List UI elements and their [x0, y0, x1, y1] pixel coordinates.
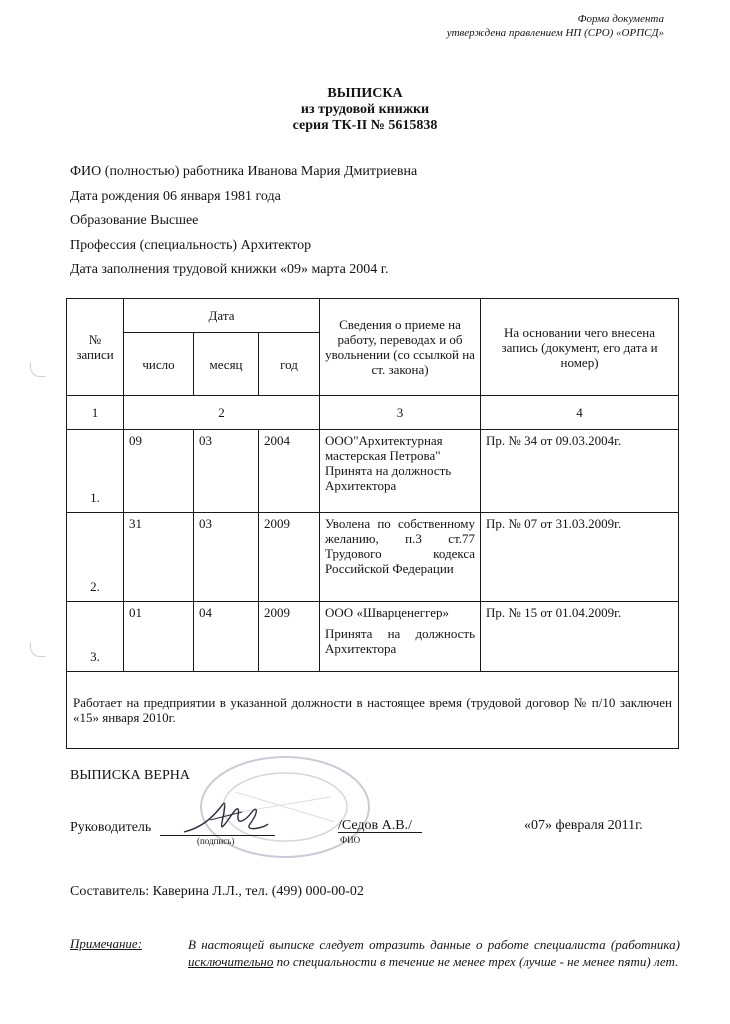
col-index-2: 2: [124, 396, 320, 430]
fio-caption: ФИО: [340, 835, 361, 845]
record-year: 2009: [259, 602, 320, 672]
title-line2: из трудовой книжки: [300, 102, 430, 117]
employment-records-table: [66, 298, 679, 749]
record-basis: Пр. № 34 от 09.03.2004г.: [481, 430, 679, 513]
record-month: 04: [194, 602, 259, 672]
fill-date-line: [70, 261, 388, 279]
record-basis: Пр. № 07 от 31.03.2009г.: [481, 513, 679, 602]
name-line: [338, 832, 422, 833]
note-text-emphasis: исключительно: [188, 954, 274, 969]
fill-date-value: «09» марта 2004 г.: [280, 262, 389, 277]
record-info: [320, 602, 481, 672]
document-title: [0, 86, 730, 134]
record-num: 3.: [67, 602, 124, 672]
note-text-part2: по специальности в течение не менее трех (лучше - не менее пяти) лет.: [273, 954, 679, 969]
fill-date-label: Дата заполнения трудовой книжки: [70, 262, 277, 277]
verified-stamp-text: ВЫПИСКА ВЕРНА: [70, 768, 190, 783]
current-employment-note: Работает на предприятии в указанной должности в настоящее время (трудовой договор № п/10 заключен «15» января 2010г.: [67, 672, 679, 749]
record-info-company: ООО «Шварценеггер»: [325, 605, 450, 620]
education-label: Образование: [70, 213, 147, 228]
fio-value: Иванова Мария Дмитриевна: [247, 164, 418, 179]
compiler-line: Составитель: Каверина Л.Л., тел. (499) 000-00-02: [70, 884, 364, 899]
form-note-line2: утверждена правлением НП (СРО) «ОРПСД»: [446, 27, 664, 39]
education-line: [70, 212, 198, 230]
col-header-year: год: [259, 333, 320, 396]
col-header-basis: На основании чего внесена запись (документ, его дата и номер): [481, 299, 679, 396]
table-row: [67, 602, 679, 672]
profession-label: Профессия (специальность): [70, 238, 238, 253]
fio-line: [70, 163, 417, 181]
profession-value: Архитектор: [240, 238, 312, 253]
col-header-num: № записи: [67, 299, 124, 396]
table-row: [67, 513, 679, 602]
record-num: 1.: [67, 430, 124, 513]
signer-name: /Седов А.В./: [338, 818, 412, 833]
head-label: Руководитель: [70, 820, 152, 835]
col-index-4: 4: [481, 396, 679, 430]
title-line1: ВЫПИСКА: [327, 86, 403, 101]
record-day: 01: [124, 602, 194, 672]
sign-caption: (подпись): [197, 836, 235, 846]
birth-line: [70, 188, 281, 206]
fio-label: ФИО (полностью) работника: [70, 164, 244, 179]
col-header-month: месяц: [194, 333, 259, 396]
form-approval-note: [447, 12, 664, 40]
note-text: [188, 936, 680, 970]
form-note-line1: Форма документа: [577, 13, 664, 25]
profession-line: [70, 237, 311, 255]
record-day: 31: [124, 513, 194, 602]
record-year: 2009: [259, 513, 320, 602]
record-month: 03: [194, 430, 259, 513]
note-label: Примечание:: [70, 936, 143, 951]
col-index-1: 1: [67, 396, 124, 430]
birth-value: 06 января 1981 года: [163, 189, 281, 204]
record-year: 2004: [259, 430, 320, 513]
record-info: ООО"Архитектурная мастерская Петрова" Принята на должность Архитектора: [320, 430, 481, 513]
birth-label: Дата рождения: [70, 189, 160, 204]
punch-mark: [30, 642, 45, 657]
signature-date: «07» февраля 2011г.: [524, 818, 643, 833]
col-header-date: Дата: [124, 299, 320, 333]
record-num: 2.: [67, 513, 124, 602]
record-info: Уволена по собственному желанию, п.3 ст.77 Трудового кодекса Российской Федерации: [320, 513, 481, 602]
record-info-position: Принята на должность Архитектора: [325, 626, 476, 656]
record-day: 09: [124, 430, 194, 513]
col-header-info: Сведения о приеме на работу, переводах и об увольнении (со ссылкой на ст. закона): [320, 299, 481, 396]
note-text-part1: В настоящей выписке следует отразить данные о работе специалиста (работника): [188, 937, 680, 952]
table-row: [67, 430, 679, 513]
col-header-day: число: [124, 333, 194, 396]
punch-mark: [30, 362, 45, 377]
title-line3: серия ТК-II № 5615838: [292, 118, 438, 133]
record-basis: Пр. № 15 от 01.04.2009г.: [481, 602, 679, 672]
col-index-3: 3: [320, 396, 481, 430]
education-value: Высшее: [150, 213, 199, 228]
record-month: 03: [194, 513, 259, 602]
